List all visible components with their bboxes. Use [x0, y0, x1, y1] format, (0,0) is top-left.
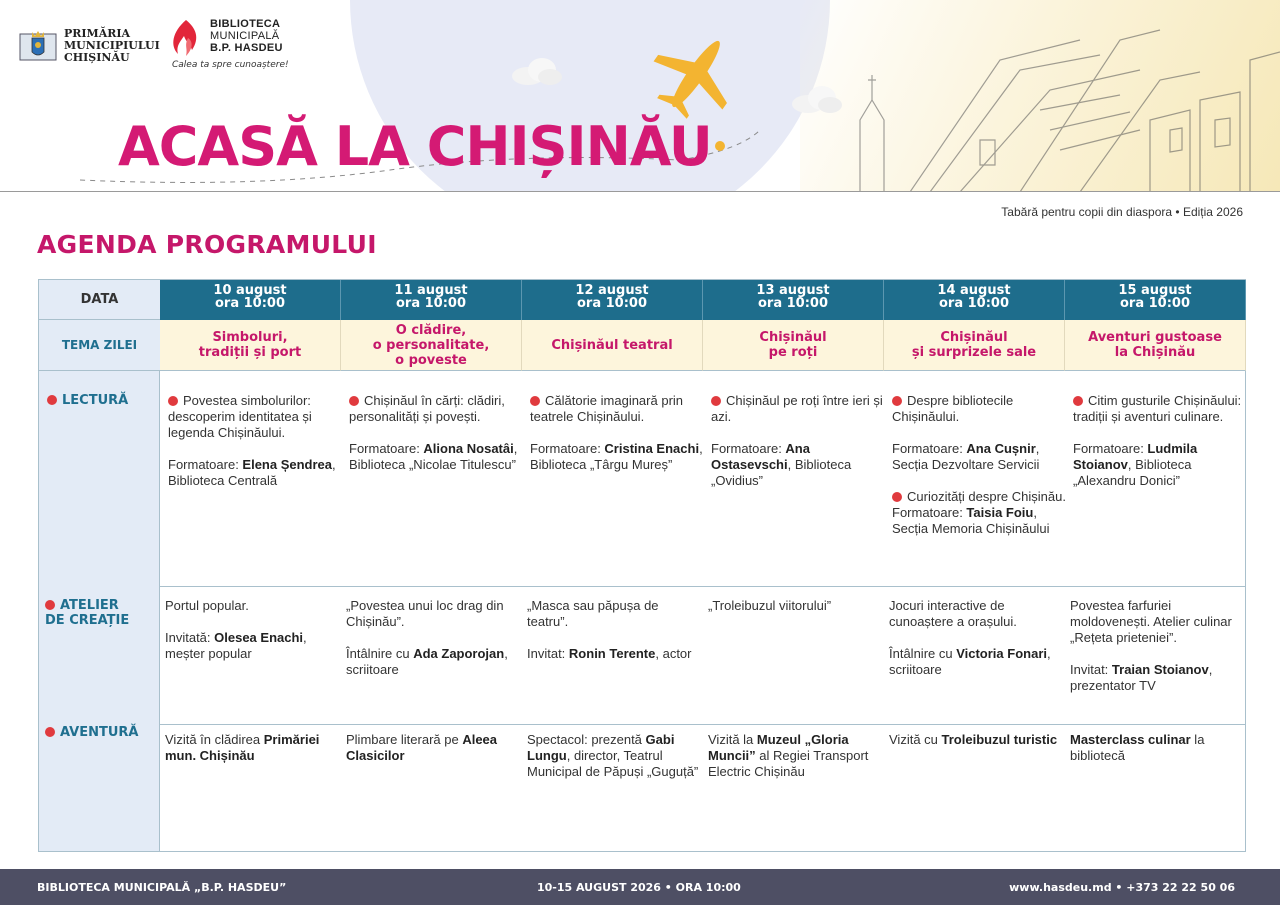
bullet-dot-icon — [1073, 396, 1083, 406]
day-time: ora 10:00 — [395, 296, 467, 311]
atelier-cell — [527, 598, 702, 678]
trainer-name: Ana Ostasevschi — [711, 441, 810, 472]
activity-text-end: al Regiei Transport Electric Chișinău — [708, 748, 869, 779]
atelier-topic: „Troleibuzul viitorului” — [708, 598, 832, 613]
flame-logo-icon — [170, 18, 202, 60]
aventura-activity — [708, 732, 883, 780]
day-time: ora 10:00 — [576, 296, 648, 311]
lectura-topic-text: Citim gusturile Chișinăului: tradiții și aventuri culinare. — [1073, 393, 1242, 424]
biblioteca-logo — [170, 18, 289, 70]
activity-highlight: Troleibuzul turistic — [941, 732, 1058, 747]
data-label-text: DATA — [80, 292, 119, 307]
aventura-activity — [889, 732, 1064, 748]
lectura-topic — [530, 393, 705, 425]
guest-label: Invitată: — [165, 630, 215, 645]
atelier-cell — [165, 598, 340, 678]
atelier-topic: „Povestea unui loc drag din Chișinău”. — [346, 598, 504, 629]
row-divider — [160, 586, 1245, 587]
theme-line: O clădire, — [395, 322, 467, 338]
bullet-dot-icon — [892, 492, 902, 502]
activity-text: Plimbare literară pe — [346, 732, 463, 747]
guest-label: Invitat: — [1070, 662, 1112, 677]
activity-highlight: Aleea Clasicilor — [346, 732, 498, 763]
guest-role: , meșter popular — [165, 630, 307, 661]
footer-library: BIBLIOTECA MUNICIPALĂ „B.P. HASDEU” — [37, 881, 287, 894]
day-theme — [884, 320, 1065, 371]
day-header — [341, 280, 522, 320]
trainer-affiliation: , Biblioteca „Nicolae Titulescu” — [349, 441, 518, 472]
day-header — [884, 280, 1065, 320]
day-time: ora 10:00 — [214, 296, 286, 311]
guest-name: Ada Zaporojan — [413, 646, 505, 661]
theme-line: Simboluri, — [212, 330, 288, 345]
lectura-topic — [1073, 393, 1248, 425]
footer-bar — [0, 869, 1280, 905]
lectura-cell — [1073, 393, 1248, 505]
guest-role: , actor — [655, 646, 692, 661]
trainer-name: Ana Cușnir — [966, 441, 1036, 456]
day-theme-text — [373, 323, 490, 368]
row-label-tema — [39, 320, 160, 371]
trainer-label: Formatoare: — [530, 441, 605, 456]
theme-line: Aventuri gustoase — [1088, 330, 1222, 345]
lectura-trainer-2 — [892, 505, 1067, 537]
guest-label: Întâlnire cu — [346, 646, 414, 661]
guest-label: Întâlnire cu — [889, 646, 957, 661]
activity-highlight: Gabi Lungu — [527, 732, 675, 763]
trainer-affiliation: , Biblioteca „Ovidius” — [711, 457, 852, 488]
guest-label: Invitat: — [527, 646, 569, 661]
lectura-topic — [168, 393, 343, 441]
guest-role: , scriitoare — [346, 646, 508, 677]
trainer-label: Formatoare: — [892, 505, 967, 520]
atelier-guest — [346, 646, 521, 678]
bullet-dot-icon — [349, 396, 359, 406]
day-header — [522, 280, 703, 320]
city-sketch-illustration — [820, 0, 1280, 192]
lectura-topic-text: Despre bibliotecile Chișinăului. — [892, 393, 1014, 424]
day-theme — [1065, 320, 1246, 371]
trainer-label: Formatoare: — [1073, 441, 1148, 456]
logo1-line3: CHIȘINĂU — [64, 51, 130, 64]
atelier-cell — [1070, 598, 1245, 710]
lectura-trainer — [168, 457, 343, 489]
lectura-topic-text: Călătorie imaginară prin teatrele Chișinăului. — [530, 393, 684, 424]
aventura-activity — [527, 732, 702, 780]
day-theme-text — [1088, 330, 1222, 360]
footer-contact: www.hasdeu.md • +373 22 22 50 06 — [1009, 881, 1235, 894]
lectura-topic-text: Povestea simbolurilor: descoperim identitatea și legenda Chișinăului. — [168, 393, 312, 440]
trainer-label: Formatoare: — [892, 441, 967, 456]
atelier-guest — [889, 646, 1064, 678]
day-time: ora 10:00 — [757, 296, 829, 311]
guest-name: Olesea Enachi — [214, 630, 304, 645]
lectura-topic — [349, 393, 524, 425]
aventura-activity — [165, 732, 340, 764]
activity-text-end: la bibliotecă — [1070, 732, 1205, 763]
atelier-topic: Povestea farfuriei moldovenești. Atelier culinar „Rețeta prieteniei”. — [1070, 598, 1232, 645]
aventura-cell — [346, 732, 521, 780]
aventura-activity — [346, 732, 521, 764]
day-date: 14 august — [937, 283, 1011, 298]
day-header — [160, 280, 341, 320]
atelier-cell — [346, 598, 521, 694]
theme-line: o personalitate, — [372, 337, 490, 353]
day-date: 12 august — [575, 283, 649, 298]
day-theme-text — [199, 330, 301, 360]
bullet-dot-icon — [530, 396, 540, 406]
activity-highlight: Primăriei mun. Chișinău — [165, 732, 320, 763]
bullet-dot-icon — [45, 600, 55, 610]
logo2-line1: BIBLIOTECA — [210, 18, 281, 30]
day-date: 10 august — [213, 283, 287, 298]
aventura-cell — [708, 732, 883, 796]
activity-text-end: , director, Teatrul Municipal de Păpuși „Guguță” — [527, 748, 699, 779]
lectura-cell — [530, 393, 705, 489]
row-label-atelier — [45, 598, 166, 628]
atelier-topic: Jocuri interactive de cunoaștere a orașului. — [889, 598, 1017, 629]
lectura-trainer — [892, 441, 1067, 473]
trainer-affiliation: , Secția Memoria Chișinăului — [892, 505, 1050, 536]
guest-role: , prezentator TV — [1070, 662, 1213, 693]
trainer-name: Elena Șendrea — [242, 457, 333, 472]
atelier-guest — [1070, 662, 1245, 694]
row-label-lectura — [47, 393, 168, 408]
atelier-guest — [165, 630, 340, 662]
activity-highlight: Masterclass culinar — [1070, 732, 1191, 747]
day-theme — [160, 320, 341, 371]
trainer-name: Ludmila Stoianov — [1073, 441, 1198, 472]
theme-line: și surprizele sale — [911, 345, 1037, 360]
activity-text: Vizită în clădirea — [165, 732, 264, 747]
guest-name: Victoria Fonari — [956, 646, 1047, 661]
lectura-trainer — [349, 441, 524, 473]
atelier-cell — [708, 598, 883, 630]
lectura-topic — [711, 393, 886, 425]
aventura-cell — [1070, 732, 1245, 780]
day-theme-text — [912, 330, 1036, 360]
lectura-topic-2 — [892, 489, 1067, 505]
logo2-slogan: Calea ta spre cunoaștere! — [172, 60, 289, 70]
day-theme — [703, 320, 884, 371]
theme-line: o poveste — [395, 352, 467, 368]
atelier-topic: Portul popular. — [165, 598, 249, 613]
primaria-logo — [18, 28, 160, 64]
day-theme — [341, 320, 522, 371]
day-header — [1065, 280, 1246, 320]
guest-name: Traian Stoianov — [1111, 662, 1209, 677]
lectura-trainer — [530, 441, 705, 473]
agenda-title: AGENDA PROGRAMULUI — [37, 230, 377, 259]
guest-name: Ronin Terente — [568, 646, 656, 661]
bullet-dot-icon — [168, 396, 178, 406]
atelier-topic: „Masca sau păpușa de teatru”. — [527, 598, 659, 629]
day-time: ora 10:00 — [938, 296, 1010, 311]
coat-of-arms-icon — [18, 28, 58, 64]
footer-dates: 10-15 AUGUST 2026 • ORA 10:00 — [537, 881, 741, 894]
activity-text: Vizită cu — [889, 732, 942, 747]
trainer-affiliation: , Biblioteca „Târgu Mureș” — [530, 441, 703, 472]
logo1-line2: MUNICIPIULUI — [64, 39, 160, 52]
activity-highlight: Muzeul „Gloria Muncii” — [708, 732, 849, 763]
lectura-label-text: LECTURĂ — [62, 393, 129, 408]
activity-text: Spectacol: prezentă — [527, 732, 646, 747]
atelier-cell — [889, 598, 1064, 694]
day-date: 13 august — [756, 283, 830, 298]
aventura-cell — [165, 732, 340, 780]
logo1-line1: PRIMĂRIA — [64, 27, 131, 40]
edition-subtitle: Tabără pentru copii din diaspora • Ediția 2026 — [1001, 205, 1243, 219]
lectura-cell — [168, 393, 343, 505]
lectura-topic-text: Chișinăul în cărți: clădiri, personalități și povești. — [349, 393, 505, 424]
bullet-dot-icon — [892, 396, 902, 406]
trainer-label: Formatoare: — [349, 441, 424, 456]
aventura-activity — [1070, 732, 1245, 764]
aventura-label-text: AVENTURĂ — [60, 725, 139, 740]
bullet-dot-icon — [47, 395, 57, 405]
trainer-affiliation: , Biblioteca „Alexandru Donici” — [1073, 457, 1192, 488]
lectura-cell — [892, 393, 1067, 553]
trainer-name: Taisia Foiu — [966, 505, 1034, 520]
aventura-cell — [889, 732, 1064, 764]
guest-role: , scriitoare — [889, 646, 1051, 677]
cloud-icon — [788, 84, 844, 114]
activity-text: Vizită la — [708, 732, 757, 747]
row-label-aventura — [45, 725, 166, 740]
theme-line: la Chișinău — [1114, 345, 1196, 360]
atelier-label-line2: DE CREAȚIE — [45, 613, 130, 628]
main-title: ACASĂ LA CHIȘINĂU — [118, 115, 712, 178]
trainer-label: Formatoare: — [711, 441, 786, 456]
bullet-dot-icon — [711, 396, 721, 406]
lectura-topic-text: Curiozități despre Chișinău. — [907, 489, 1066, 504]
theme-line: tradiții și port — [198, 345, 302, 360]
airplane-icon — [646, 24, 746, 124]
agenda-table — [38, 279, 1246, 852]
bullet-dot-icon — [45, 727, 55, 737]
day-header — [703, 280, 884, 320]
lectura-trainer — [1073, 441, 1248, 489]
trainer-label: Formatoare: — [168, 457, 243, 472]
header-banner — [0, 0, 1280, 192]
day-theme — [522, 320, 703, 371]
trainer-name: Cristina Enachi — [604, 441, 700, 456]
theme-line: Chișinăul — [940, 330, 1008, 345]
day-time: ora 10:00 — [1119, 296, 1191, 311]
atelier-label-line1: ATELIER — [60, 598, 119, 613]
day-date: 15 august — [1118, 283, 1192, 298]
lectura-trainer — [711, 441, 886, 489]
cloud-icon — [508, 56, 564, 86]
trainer-affiliation: , Secția Dezvoltare Servicii — [892, 441, 1040, 472]
theme-line: Chișinăul — [759, 330, 827, 345]
day-theme-text — [551, 338, 672, 353]
theme-line: Chișinăul teatral — [551, 337, 673, 353]
row-label-data — [39, 280, 160, 320]
tema-label-text: TEMA ZILEI — [61, 337, 138, 352]
lectura-topic-text: Chișinăul pe roți între ieri și azi. — [711, 393, 883, 424]
aventura-cell — [527, 732, 702, 796]
theme-line: pe roți — [768, 345, 818, 360]
lectura-cell — [349, 393, 524, 489]
day-date: 11 august — [394, 283, 468, 298]
logo2-line3: B.P. HASDEU — [210, 42, 283, 54]
day-theme-text — [759, 330, 826, 360]
trainer-name: Aliona Nosatâi — [423, 441, 514, 456]
logo2-line2: MUNICIPALĂ — [210, 30, 280, 42]
row-divider — [160, 724, 1245, 725]
trainer-affiliation: , Biblioteca Centrală — [168, 457, 336, 488]
atelier-guest — [527, 646, 702, 662]
lectura-cell — [711, 393, 886, 505]
lectura-topic — [892, 393, 1067, 425]
